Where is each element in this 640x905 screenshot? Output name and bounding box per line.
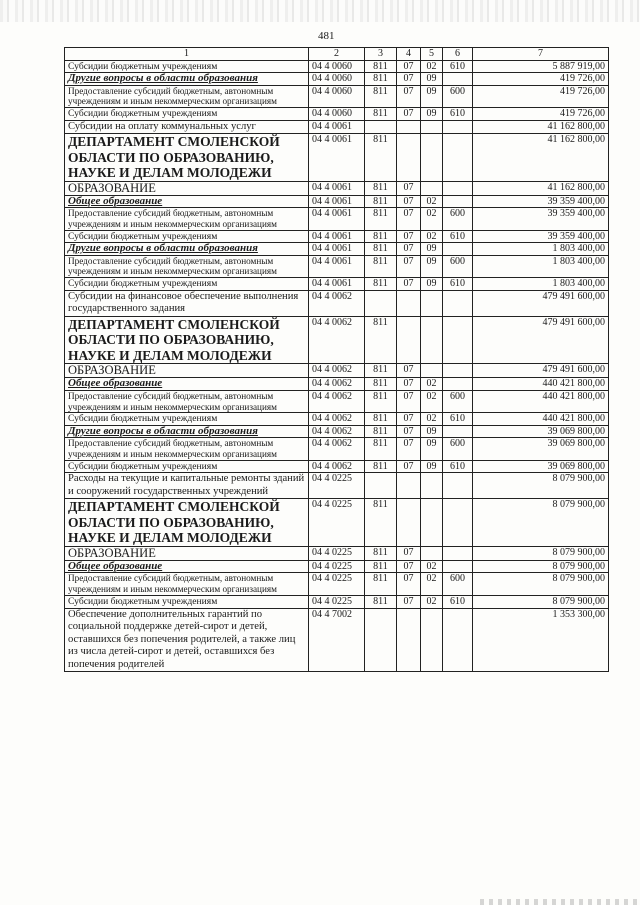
row-amount-cell: 8 079 900,00 <box>473 499 609 547</box>
row-expense-type-cell <box>443 181 473 195</box>
row-csr-code-cell: 04 4 0225 <box>309 596 365 609</box>
row-expense-type-cell: 600 <box>443 255 473 278</box>
table-row <box>65 316 609 364</box>
row-subsection-code-cell: 02 <box>421 60 443 73</box>
row-expense-type-cell <box>443 608 473 672</box>
row-section-code-cell: 07 <box>397 438 421 461</box>
row-csr-code-cell: 04 4 0062 <box>309 378 365 391</box>
row-csr-code-cell: 04 4 7002 <box>309 608 365 672</box>
table-row <box>65 290 609 316</box>
table-row <box>65 134 609 182</box>
table-header-row <box>65 48 609 61</box>
row-grbs-code-cell: 811 <box>365 390 397 413</box>
table-row <box>65 546 609 560</box>
row-section-code-cell <box>397 499 421 547</box>
row-amount-cell: 1 803 400,00 <box>473 278 609 291</box>
row-name-cell: Предоставление субсидий бюджетным, автономным учреждениям и иным некоммерческим организациям <box>65 573 309 596</box>
row-grbs-code-cell: 811 <box>365 316 397 364</box>
row-name-cell: Субсидии бюджетным учреждениям <box>65 230 309 243</box>
row-amount-cell: 39 069 800,00 <box>473 460 609 473</box>
row-amount-cell: 39 359 400,00 <box>473 208 609 231</box>
row-name-cell: Предоставление субсидий бюджетным, автономным учреждениям и иным некоммерческим организациям <box>65 208 309 231</box>
table-row <box>65 364 609 378</box>
row-subsection-code-cell <box>421 120 443 134</box>
row-csr-code-cell: 04 4 0060 <box>309 60 365 73</box>
row-subsection-code-cell: 02 <box>421 573 443 596</box>
row-grbs-code-cell: 811 <box>365 596 397 609</box>
row-subsection-code-cell: 09 <box>421 278 443 291</box>
row-name-cell: Предоставление субсидий бюджетным, автономным учреждениям и иным некоммерческим организациям <box>65 255 309 278</box>
row-expense-type-cell: 610 <box>443 460 473 473</box>
row-subsection-code-cell <box>421 181 443 195</box>
row-name-cell: Субсидии на финансовое обеспечение выполнения государственного задания <box>65 290 309 316</box>
header-cell: 1 <box>65 48 309 61</box>
row-subsection-code-cell: 02 <box>421 390 443 413</box>
row-subsection-code-cell: 09 <box>421 425 443 438</box>
row-csr-code-cell: 04 4 0062 <box>309 316 365 364</box>
row-expense-type-cell: 610 <box>443 278 473 291</box>
row-subsection-code-cell: 02 <box>421 378 443 391</box>
row-subsection-code-cell <box>421 546 443 560</box>
row-grbs-code-cell: 811 <box>365 378 397 391</box>
row-subsection-code-cell <box>421 499 443 547</box>
row-amount-cell: 39 069 800,00 <box>473 425 609 438</box>
row-expense-type-cell <box>443 120 473 134</box>
row-amount-cell: 8 079 900,00 <box>473 596 609 609</box>
row-grbs-code-cell <box>365 120 397 134</box>
row-amount-cell: 479 491 600,00 <box>473 316 609 364</box>
row-subsection-code-cell <box>421 364 443 378</box>
table-row <box>65 73 609 86</box>
row-grbs-code-cell: 811 <box>365 230 397 243</box>
row-subsection-code-cell: 02 <box>421 230 443 243</box>
row-csr-code-cell: 04 4 0061 <box>309 181 365 195</box>
row-section-code-cell: 07 <box>397 573 421 596</box>
row-grbs-code-cell: 811 <box>365 560 397 573</box>
row-name-cell: ОБРАЗОВАНИЕ <box>65 364 309 378</box>
table-row <box>65 208 609 231</box>
row-amount-cell: 39 359 400,00 <box>473 230 609 243</box>
page-number: 481 <box>318 30 335 42</box>
row-section-code-cell: 07 <box>397 108 421 121</box>
row-amount-cell: 8 079 900,00 <box>473 573 609 596</box>
row-csr-code-cell: 04 4 0225 <box>309 473 365 499</box>
row-csr-code-cell: 04 4 0061 <box>309 255 365 278</box>
row-csr-code-cell: 04 4 0061 <box>309 134 365 182</box>
row-amount-cell: 479 491 600,00 <box>473 364 609 378</box>
row-grbs-code-cell: 811 <box>365 243 397 256</box>
row-csr-code-cell: 04 4 0060 <box>309 85 365 108</box>
row-subsection-code-cell: 09 <box>421 255 443 278</box>
row-amount-cell: 1 803 400,00 <box>473 255 609 278</box>
row-csr-code-cell: 04 4 0060 <box>309 108 365 121</box>
row-grbs-code-cell: 811 <box>365 181 397 195</box>
row-section-code-cell: 07 <box>397 208 421 231</box>
row-expense-type-cell <box>443 290 473 316</box>
row-expense-type-cell: 610 <box>443 413 473 426</box>
row-name-cell: Предоставление субсидий бюджетным, автономным учреждениям и иным некоммерческим организациям <box>65 438 309 461</box>
row-section-code-cell: 07 <box>397 413 421 426</box>
row-csr-code-cell: 04 4 0061 <box>309 230 365 243</box>
row-csr-code-cell: 04 4 0062 <box>309 364 365 378</box>
table-row <box>65 390 609 413</box>
row-amount-cell: 1 353 300,00 <box>473 608 609 672</box>
row-section-code-cell: 07 <box>397 230 421 243</box>
row-name-cell: Предоставление субсидий бюджетным, автономным учреждениям и иным некоммерческим организациям <box>65 85 309 108</box>
row-expense-type-cell: 600 <box>443 573 473 596</box>
table-row <box>65 195 609 208</box>
table-row <box>65 413 609 426</box>
row-amount-cell: 41 162 800,00 <box>473 120 609 134</box>
row-amount-cell: 39 069 800,00 <box>473 438 609 461</box>
row-name-cell: ОБРАЗОВАНИЕ <box>65 546 309 560</box>
row-subsection-code-cell: 09 <box>421 438 443 461</box>
table-row <box>65 573 609 596</box>
row-section-code-cell: 07 <box>397 596 421 609</box>
row-name-cell: Субсидии бюджетным учреждениям <box>65 596 309 609</box>
scan-footer-noise <box>480 899 640 905</box>
row-name-cell: Общее образование <box>65 560 309 573</box>
row-section-code-cell <box>397 608 421 672</box>
row-section-code-cell: 07 <box>397 60 421 73</box>
row-grbs-code-cell: 811 <box>365 499 397 547</box>
row-name-cell: Общее образование <box>65 378 309 391</box>
table-row <box>65 608 609 672</box>
row-expense-type-cell <box>443 499 473 547</box>
row-csr-code-cell: 04 4 0061 <box>309 278 365 291</box>
row-grbs-code-cell <box>365 473 397 499</box>
row-grbs-code-cell: 811 <box>365 85 397 108</box>
row-subsection-code-cell <box>421 290 443 316</box>
row-subsection-code-cell <box>421 608 443 672</box>
row-section-code-cell <box>397 290 421 316</box>
row-section-code-cell <box>397 316 421 364</box>
row-csr-code-cell: 04 4 0225 <box>309 546 365 560</box>
row-amount-cell: 8 079 900,00 <box>473 560 609 573</box>
row-csr-code-cell: 04 4 0062 <box>309 390 365 413</box>
row-csr-code-cell: 04 4 0062 <box>309 460 365 473</box>
row-amount-cell: 419 726,00 <box>473 85 609 108</box>
row-name-cell: Субсидии бюджетным учреждениям <box>65 108 309 121</box>
row-expense-type-cell: 600 <box>443 390 473 413</box>
row-amount-cell: 8 079 900,00 <box>473 473 609 499</box>
table-row <box>65 460 609 473</box>
table-row <box>65 438 609 461</box>
table-row <box>65 378 609 391</box>
row-expense-type-cell: 600 <box>443 85 473 108</box>
row-grbs-code-cell: 811 <box>365 460 397 473</box>
row-name-cell: Предоставление субсидий бюджетным, автономным учреждениям и иным некоммерческим организациям <box>65 390 309 413</box>
table-row <box>65 230 609 243</box>
header-cell: 6 <box>443 48 473 61</box>
row-grbs-code-cell: 811 <box>365 108 397 121</box>
row-subsection-code-cell: 02 <box>421 596 443 609</box>
row-amount-cell: 479 491 600,00 <box>473 290 609 316</box>
row-csr-code-cell: 04 4 0061 <box>309 208 365 231</box>
table-row <box>65 120 609 134</box>
row-subsection-code-cell: 02 <box>421 413 443 426</box>
row-grbs-code-cell: 811 <box>365 573 397 596</box>
table-row <box>65 243 609 256</box>
header-cell: 7 <box>473 48 609 61</box>
row-amount-cell: 8 079 900,00 <box>473 546 609 560</box>
row-name-cell: ДЕПАРТАМЕНТ СМОЛЕНСКОЙ ОБЛАСТИ ПО ОБРАЗОВАНИЮ, НАУКЕ И ДЕЛАМ МОЛОДЕЖИ <box>65 499 309 547</box>
row-name-cell: Субсидии бюджетным учреждениям <box>65 60 309 73</box>
row-name-cell: Субсидии бюджетным учреждениям <box>65 413 309 426</box>
row-csr-code-cell: 04 4 0225 <box>309 573 365 596</box>
row-expense-type-cell <box>443 243 473 256</box>
row-name-cell: Расходы на текущие и капитальные ремонты зданий и сооружений государственных учреждений <box>65 473 309 499</box>
row-name-cell: Субсидии бюджетным учреждениям <box>65 460 309 473</box>
row-section-code-cell: 07 <box>397 85 421 108</box>
table-row <box>65 85 609 108</box>
row-expense-type-cell <box>443 378 473 391</box>
budget-table <box>64 47 609 672</box>
row-csr-code-cell: 04 4 0061 <box>309 120 365 134</box>
row-grbs-code-cell: 811 <box>365 546 397 560</box>
row-name-cell: ДЕПАРТАМЕНТ СМОЛЕНСКОЙ ОБЛАСТИ ПО ОБРАЗОВАНИЮ, НАУКЕ И ДЕЛАМ МОЛОДЕЖИ <box>65 134 309 182</box>
row-section-code-cell: 07 <box>397 546 421 560</box>
row-expense-type-cell <box>443 546 473 560</box>
row-subsection-code-cell: 09 <box>421 243 443 256</box>
row-section-code-cell: 07 <box>397 364 421 378</box>
row-expense-type-cell <box>443 316 473 364</box>
row-grbs-code-cell <box>365 290 397 316</box>
table-row <box>65 255 609 278</box>
row-amount-cell: 419 726,00 <box>473 108 609 121</box>
row-csr-code-cell: 04 4 0062 <box>309 425 365 438</box>
row-grbs-code-cell: 811 <box>365 255 397 278</box>
row-grbs-code-cell: 811 <box>365 438 397 461</box>
row-subsection-code-cell: 09 <box>421 108 443 121</box>
row-grbs-code-cell: 811 <box>365 208 397 231</box>
row-amount-cell: 440 421 800,00 <box>473 413 609 426</box>
row-name-cell: Другие вопросы в области образования <box>65 243 309 256</box>
row-section-code-cell <box>397 120 421 134</box>
header-cell: 5 <box>421 48 443 61</box>
row-name-cell: Субсидии на оплату коммунальных услуг <box>65 120 309 134</box>
row-amount-cell: 41 162 800,00 <box>473 134 609 182</box>
row-amount-cell: 39 359 400,00 <box>473 195 609 208</box>
header-cell: 2 <box>309 48 365 61</box>
row-section-code-cell: 07 <box>397 181 421 195</box>
row-expense-type-cell: 610 <box>443 596 473 609</box>
row-subsection-code-cell <box>421 473 443 499</box>
row-subsection-code-cell <box>421 134 443 182</box>
row-csr-code-cell: 04 4 0062 <box>309 438 365 461</box>
row-section-code-cell: 07 <box>397 278 421 291</box>
row-expense-type-cell <box>443 425 473 438</box>
row-section-code-cell: 07 <box>397 460 421 473</box>
row-name-cell: Другие вопросы в области образования <box>65 425 309 438</box>
row-subsection-code-cell: 02 <box>421 195 443 208</box>
row-section-code-cell: 07 <box>397 195 421 208</box>
row-subsection-code-cell: 09 <box>421 460 443 473</box>
row-expense-type-cell <box>443 560 473 573</box>
row-name-cell: Другие вопросы в области образования <box>65 73 309 86</box>
row-section-code-cell <box>397 134 421 182</box>
row-csr-code-cell: 04 4 0060 <box>309 73 365 86</box>
row-amount-cell: 440 421 800,00 <box>473 390 609 413</box>
row-grbs-code-cell: 811 <box>365 413 397 426</box>
row-csr-code-cell: 04 4 0062 <box>309 290 365 316</box>
row-grbs-code-cell: 811 <box>365 278 397 291</box>
row-amount-cell: 419 726,00 <box>473 73 609 86</box>
table-row <box>65 181 609 195</box>
row-expense-type-cell: 600 <box>443 438 473 461</box>
row-csr-code-cell: 04 4 0225 <box>309 560 365 573</box>
row-grbs-code-cell: 811 <box>365 195 397 208</box>
scan-header-noise <box>0 0 640 22</box>
row-subsection-code-cell: 09 <box>421 73 443 86</box>
row-grbs-code-cell <box>365 608 397 672</box>
header-cell: 4 <box>397 48 421 61</box>
table-row <box>65 596 609 609</box>
row-subsection-code-cell <box>421 316 443 364</box>
row-name-cell: Общее образование <box>65 195 309 208</box>
row-name-cell: Субсидии бюджетным учреждениям <box>65 278 309 291</box>
row-csr-code-cell: 04 4 0061 <box>309 243 365 256</box>
row-expense-type-cell <box>443 364 473 378</box>
row-subsection-code-cell: 02 <box>421 208 443 231</box>
row-section-code-cell: 07 <box>397 73 421 86</box>
row-name-cell: ДЕПАРТАМЕНТ СМОЛЕНСКОЙ ОБЛАСТИ ПО ОБРАЗОВАНИЮ, НАУКЕ И ДЕЛАМ МОЛОДЕЖИ <box>65 316 309 364</box>
row-amount-cell: 41 162 800,00 <box>473 181 609 195</box>
row-grbs-code-cell: 811 <box>365 364 397 378</box>
table-row <box>65 425 609 438</box>
header-cell: 3 <box>365 48 397 61</box>
row-section-code-cell: 07 <box>397 243 421 256</box>
row-section-code-cell: 07 <box>397 378 421 391</box>
table-row <box>65 108 609 121</box>
row-amount-cell: 1 803 400,00 <box>473 243 609 256</box>
row-amount-cell: 440 421 800,00 <box>473 378 609 391</box>
row-expense-type-cell <box>443 134 473 182</box>
table-row <box>65 499 609 547</box>
table-row <box>65 278 609 291</box>
table-row <box>65 60 609 73</box>
row-grbs-code-cell: 811 <box>365 73 397 86</box>
row-subsection-code-cell: 09 <box>421 85 443 108</box>
row-expense-type-cell: 610 <box>443 230 473 243</box>
row-name-cell: ОБРАЗОВАНИЕ <box>65 181 309 195</box>
row-expense-type-cell <box>443 195 473 208</box>
row-section-code-cell: 07 <box>397 425 421 438</box>
row-section-code-cell <box>397 473 421 499</box>
row-name-cell: Обеспечение дополнительных гарантий по социальной поддержке детей-сирот и детей, оставшихся без попечения родителей, а также лиц из числа детей-сирот и детей, оставшихся без попечения родителей <box>65 608 309 672</box>
row-csr-code-cell: 04 4 0062 <box>309 413 365 426</box>
row-expense-type-cell: 600 <box>443 208 473 231</box>
row-expense-type-cell: 610 <box>443 60 473 73</box>
row-grbs-code-cell: 811 <box>365 60 397 73</box>
row-csr-code-cell: 04 4 0225 <box>309 499 365 547</box>
row-expense-type-cell <box>443 73 473 86</box>
row-expense-type-cell: 610 <box>443 108 473 121</box>
table-row <box>65 560 609 573</box>
row-subsection-code-cell: 02 <box>421 560 443 573</box>
row-grbs-code-cell: 811 <box>365 134 397 182</box>
row-expense-type-cell <box>443 473 473 499</box>
row-grbs-code-cell: 811 <box>365 425 397 438</box>
row-section-code-cell: 07 <box>397 390 421 413</box>
row-section-code-cell: 07 <box>397 560 421 573</box>
row-csr-code-cell: 04 4 0061 <box>309 195 365 208</box>
row-section-code-cell: 07 <box>397 255 421 278</box>
table-row <box>65 473 609 499</box>
row-amount-cell: 5 887 919,00 <box>473 60 609 73</box>
